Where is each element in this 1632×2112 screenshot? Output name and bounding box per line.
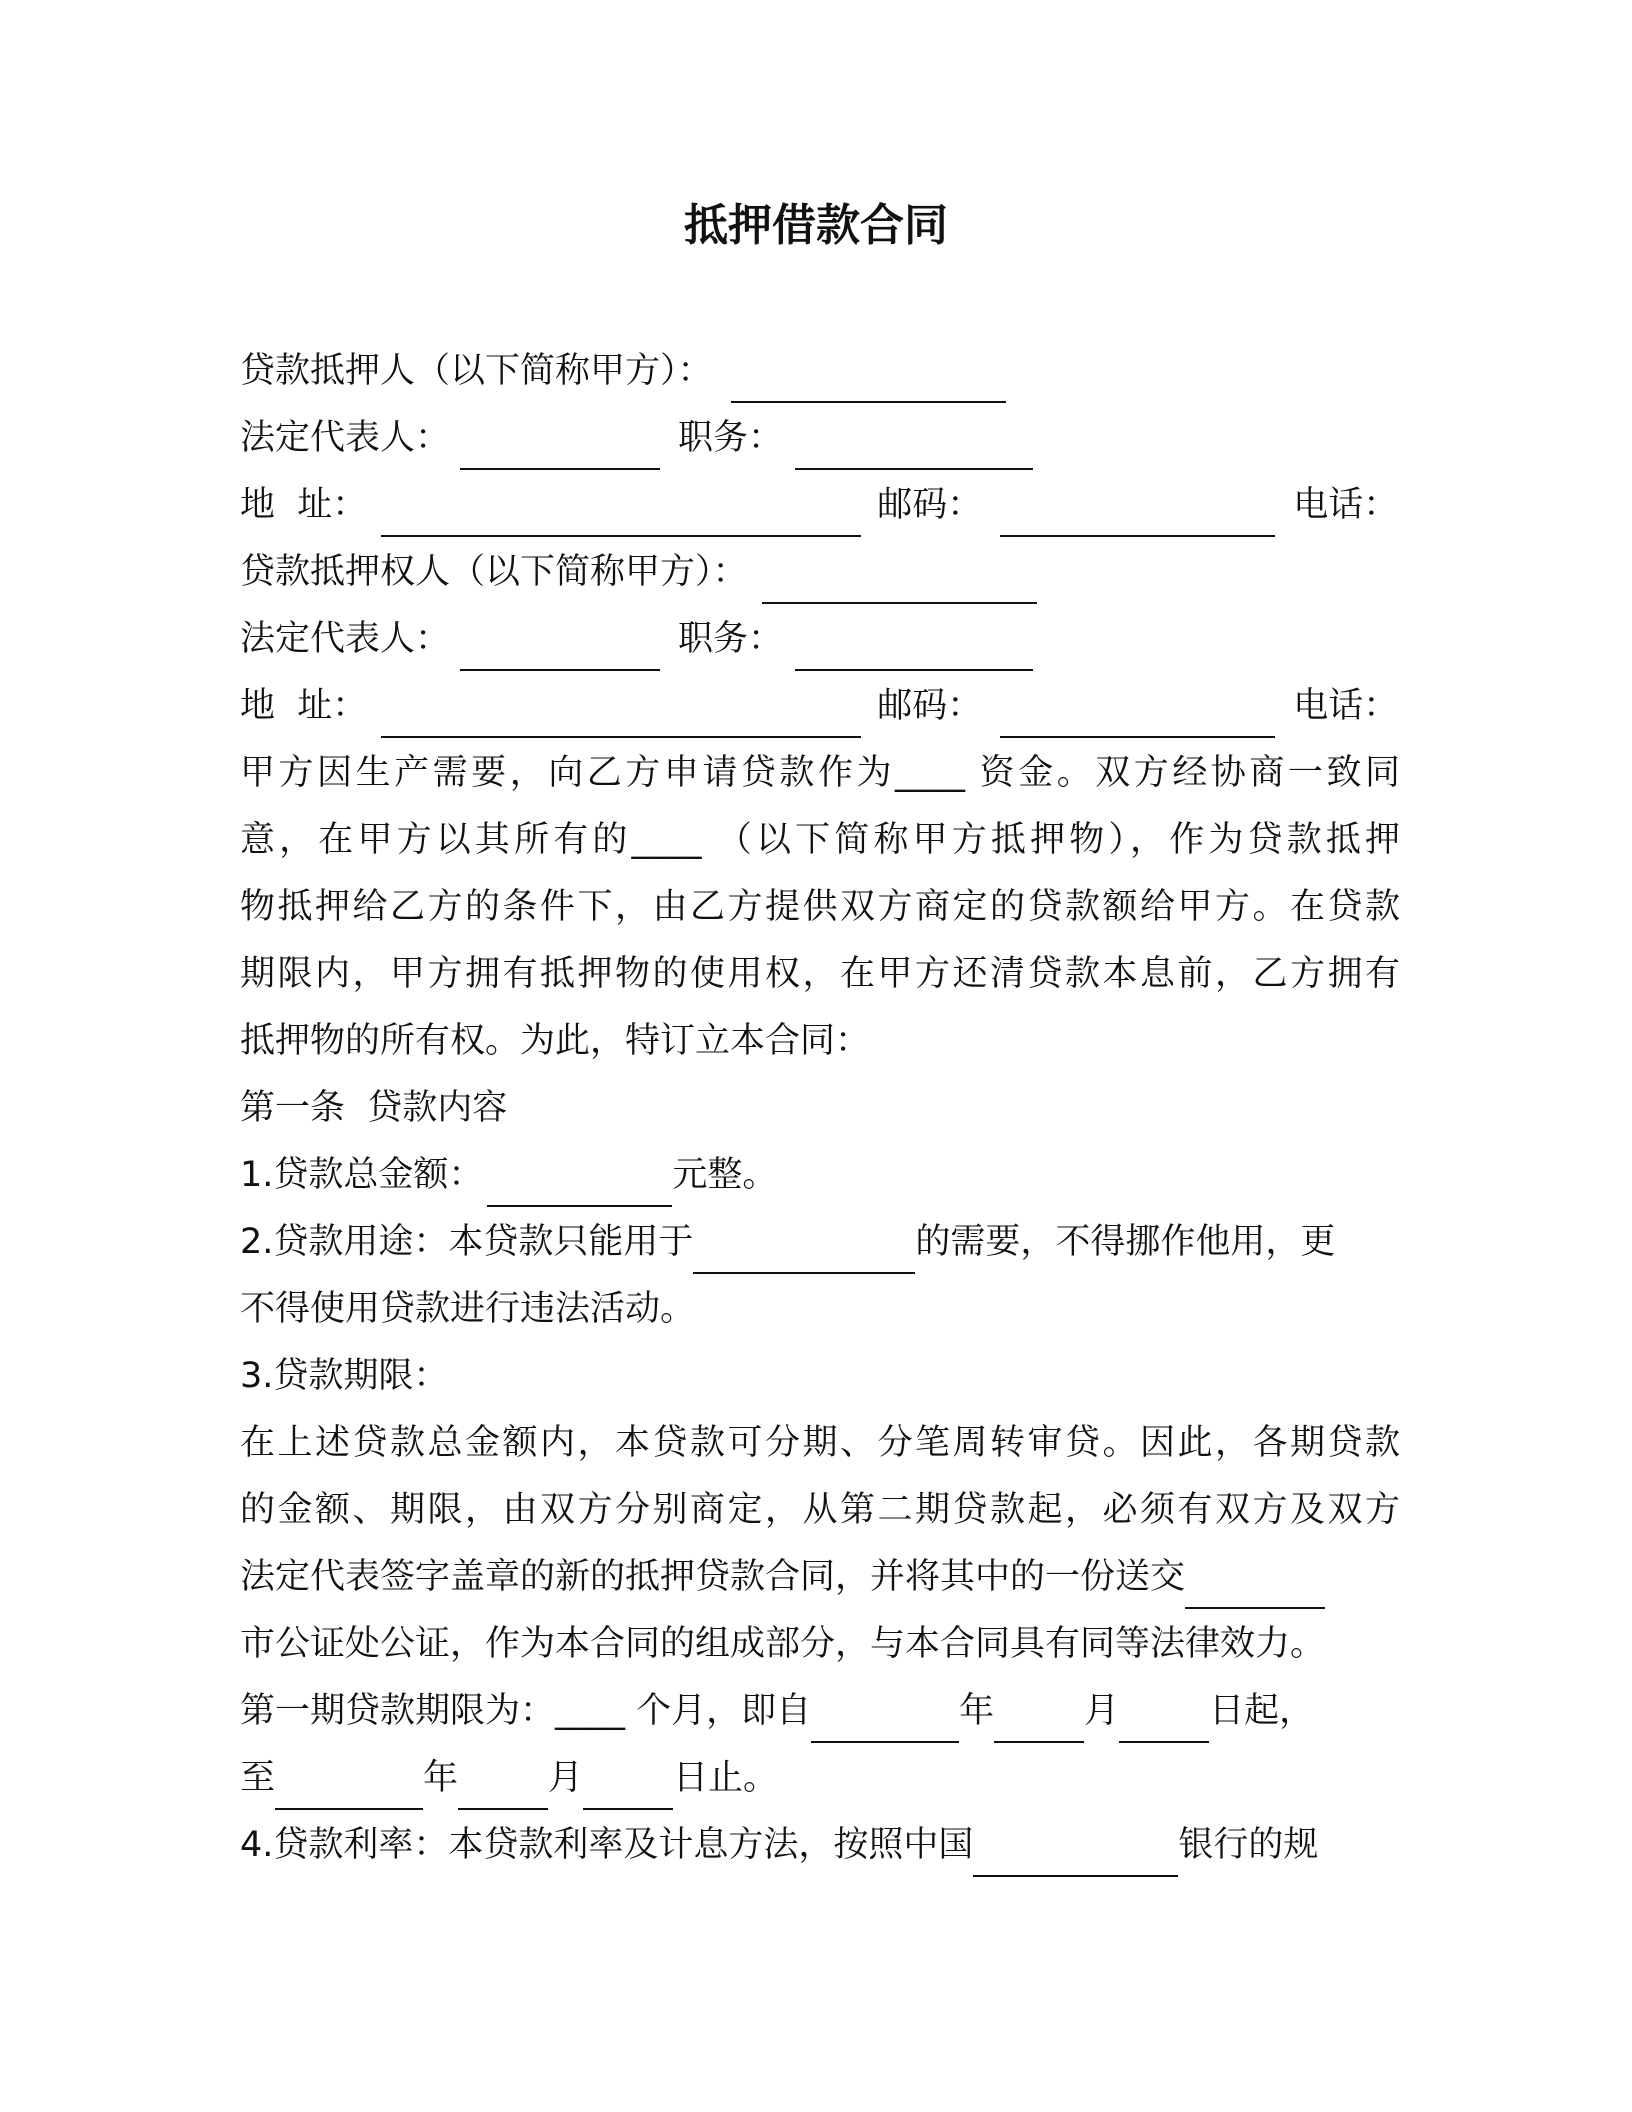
start-month-blank xyxy=(994,1695,1084,1743)
term-paragraph-line-2: 的金额、期限，由双方分别商定，从第二期贷款起，必须有双方及双方 xyxy=(240,1490,1400,1530)
notary-city-blank xyxy=(1185,1561,1325,1609)
first-term-label: 第一期贷款期限为：____ 个月，即自 xyxy=(240,1691,812,1731)
mortgagee-line xyxy=(240,539,1400,606)
end-year-blank xyxy=(275,1762,423,1810)
item-4-line xyxy=(240,1812,1400,1879)
until-line xyxy=(240,1745,1400,1812)
legal-rep-a-line xyxy=(240,405,1400,472)
term-paragraph-line-3 xyxy=(240,1544,1400,1611)
until-label: 至 xyxy=(240,1758,276,1798)
mortgagee-blank xyxy=(762,556,1037,604)
postcode-b-label: 邮码： xyxy=(877,686,983,726)
item-1-label: 1.贷款总金额： xyxy=(240,1155,484,1195)
mortgagor-line xyxy=(240,338,1400,405)
loan-amount-blank xyxy=(487,1159,672,1207)
item-1-suffix: 元整。 xyxy=(672,1155,778,1195)
item-4-suffix: 银行的规 xyxy=(1178,1825,1319,1865)
address-b-blank xyxy=(381,690,861,738)
mortgagee-label: 贷款抵押权人（以下简称甲方）： xyxy=(240,552,748,592)
phone-b-label: 电话： xyxy=(1293,686,1399,726)
article-1-heading: 第一条 贷款内容 xyxy=(240,1088,508,1128)
preamble-line-2: 意，在甲方以其所有的____ （以下简称甲方抵押物），作为贷款抵押 xyxy=(240,820,1400,860)
address-a-label: 地 址： xyxy=(240,485,368,525)
legal-rep-a-blank xyxy=(460,422,660,470)
start-month-label: 月 xyxy=(1084,1691,1120,1731)
loan-purpose-blank xyxy=(693,1226,915,1274)
postcode-a-label: 邮码： xyxy=(877,485,983,525)
term-paragraph-line-4: 市公证处公证，作为本合同的组成部分，与本合同具有同等法律效力。 xyxy=(240,1624,1326,1664)
position-a-label: 职务： xyxy=(678,418,784,458)
end-day-label: 日止。 xyxy=(673,1758,779,1798)
preamble-line-4: 期限内，甲方拥有抵押物的使用权，在甲方还清贷款本息前，乙方拥有 xyxy=(240,954,1400,994)
item-2-line xyxy=(240,1209,1400,1276)
term-paragraph-line-1: 在上述贷款总金额内，本贷款可分期、分笔周转审贷。因此，各期贷款 xyxy=(240,1423,1400,1463)
address-b-line xyxy=(240,673,1400,740)
term-paragraph-line-3-text: 法定代表签字盖章的新的抵押贷款合同，并将其中的一份送交 xyxy=(240,1557,1186,1597)
first-term-line xyxy=(240,1678,1400,1745)
document-title: 抵押借款合同 xyxy=(684,200,948,251)
item-3-heading: 3.贷款期限： xyxy=(240,1356,449,1396)
postcode-a-blank xyxy=(1000,489,1275,537)
position-b-label: 职务： xyxy=(678,619,784,659)
end-month-label: 月 xyxy=(548,1758,584,1798)
start-year-blank xyxy=(811,1695,959,1743)
item-1-line xyxy=(240,1142,1400,1209)
contract-body xyxy=(240,338,1400,1879)
start-day-blank xyxy=(1119,1695,1209,1743)
position-b-blank xyxy=(795,623,1033,671)
item-2-continuation: 不得使用贷款进行违法活动。 xyxy=(240,1289,696,1329)
postcode-b-blank xyxy=(1000,690,1275,738)
legal-rep-a-label: 法定代表人： xyxy=(240,418,451,458)
bank-name-blank xyxy=(973,1829,1178,1877)
item-4-label: 4.贷款利率：本贷款利率及计息方法，按照中国 xyxy=(240,1825,974,1865)
end-month-blank xyxy=(458,1762,548,1810)
address-b-label: 地 址： xyxy=(240,686,368,726)
preamble-line-1: 甲方因生产需要，向乙方申请贷款作为____ 资金。双方经协商一致同 xyxy=(240,753,1400,793)
position-a-blank xyxy=(795,422,1033,470)
legal-rep-b-blank xyxy=(460,623,660,671)
address-a-blank xyxy=(381,489,861,537)
mortgagor-label: 贷款抵押人（以下简称甲方）： xyxy=(240,351,713,391)
item-2-label: 2.贷款用途：本贷款只能用于 xyxy=(240,1222,694,1262)
legal-rep-b-label: 法定代表人： xyxy=(240,619,451,659)
preamble-line-3: 物抵押给乙方的条件下，由乙方提供双方商定的贷款额给甲方。在贷款 xyxy=(240,887,1400,927)
end-year-label: 年 xyxy=(423,1758,459,1798)
end-day-blank xyxy=(583,1762,673,1810)
address-a-line xyxy=(240,472,1400,539)
mortgagor-blank xyxy=(731,355,1006,403)
start-year-label: 年 xyxy=(959,1691,995,1731)
preamble-line-5: 抵押物的所有权。为此，特订立本合同： xyxy=(240,1021,871,1061)
item-2-suffix: 的需要，不得挪作他用，更 xyxy=(915,1222,1336,1262)
phone-a-label: 电话： xyxy=(1293,485,1399,525)
start-day-label: 日起， xyxy=(1209,1691,1315,1731)
legal-rep-b-line xyxy=(240,606,1400,673)
